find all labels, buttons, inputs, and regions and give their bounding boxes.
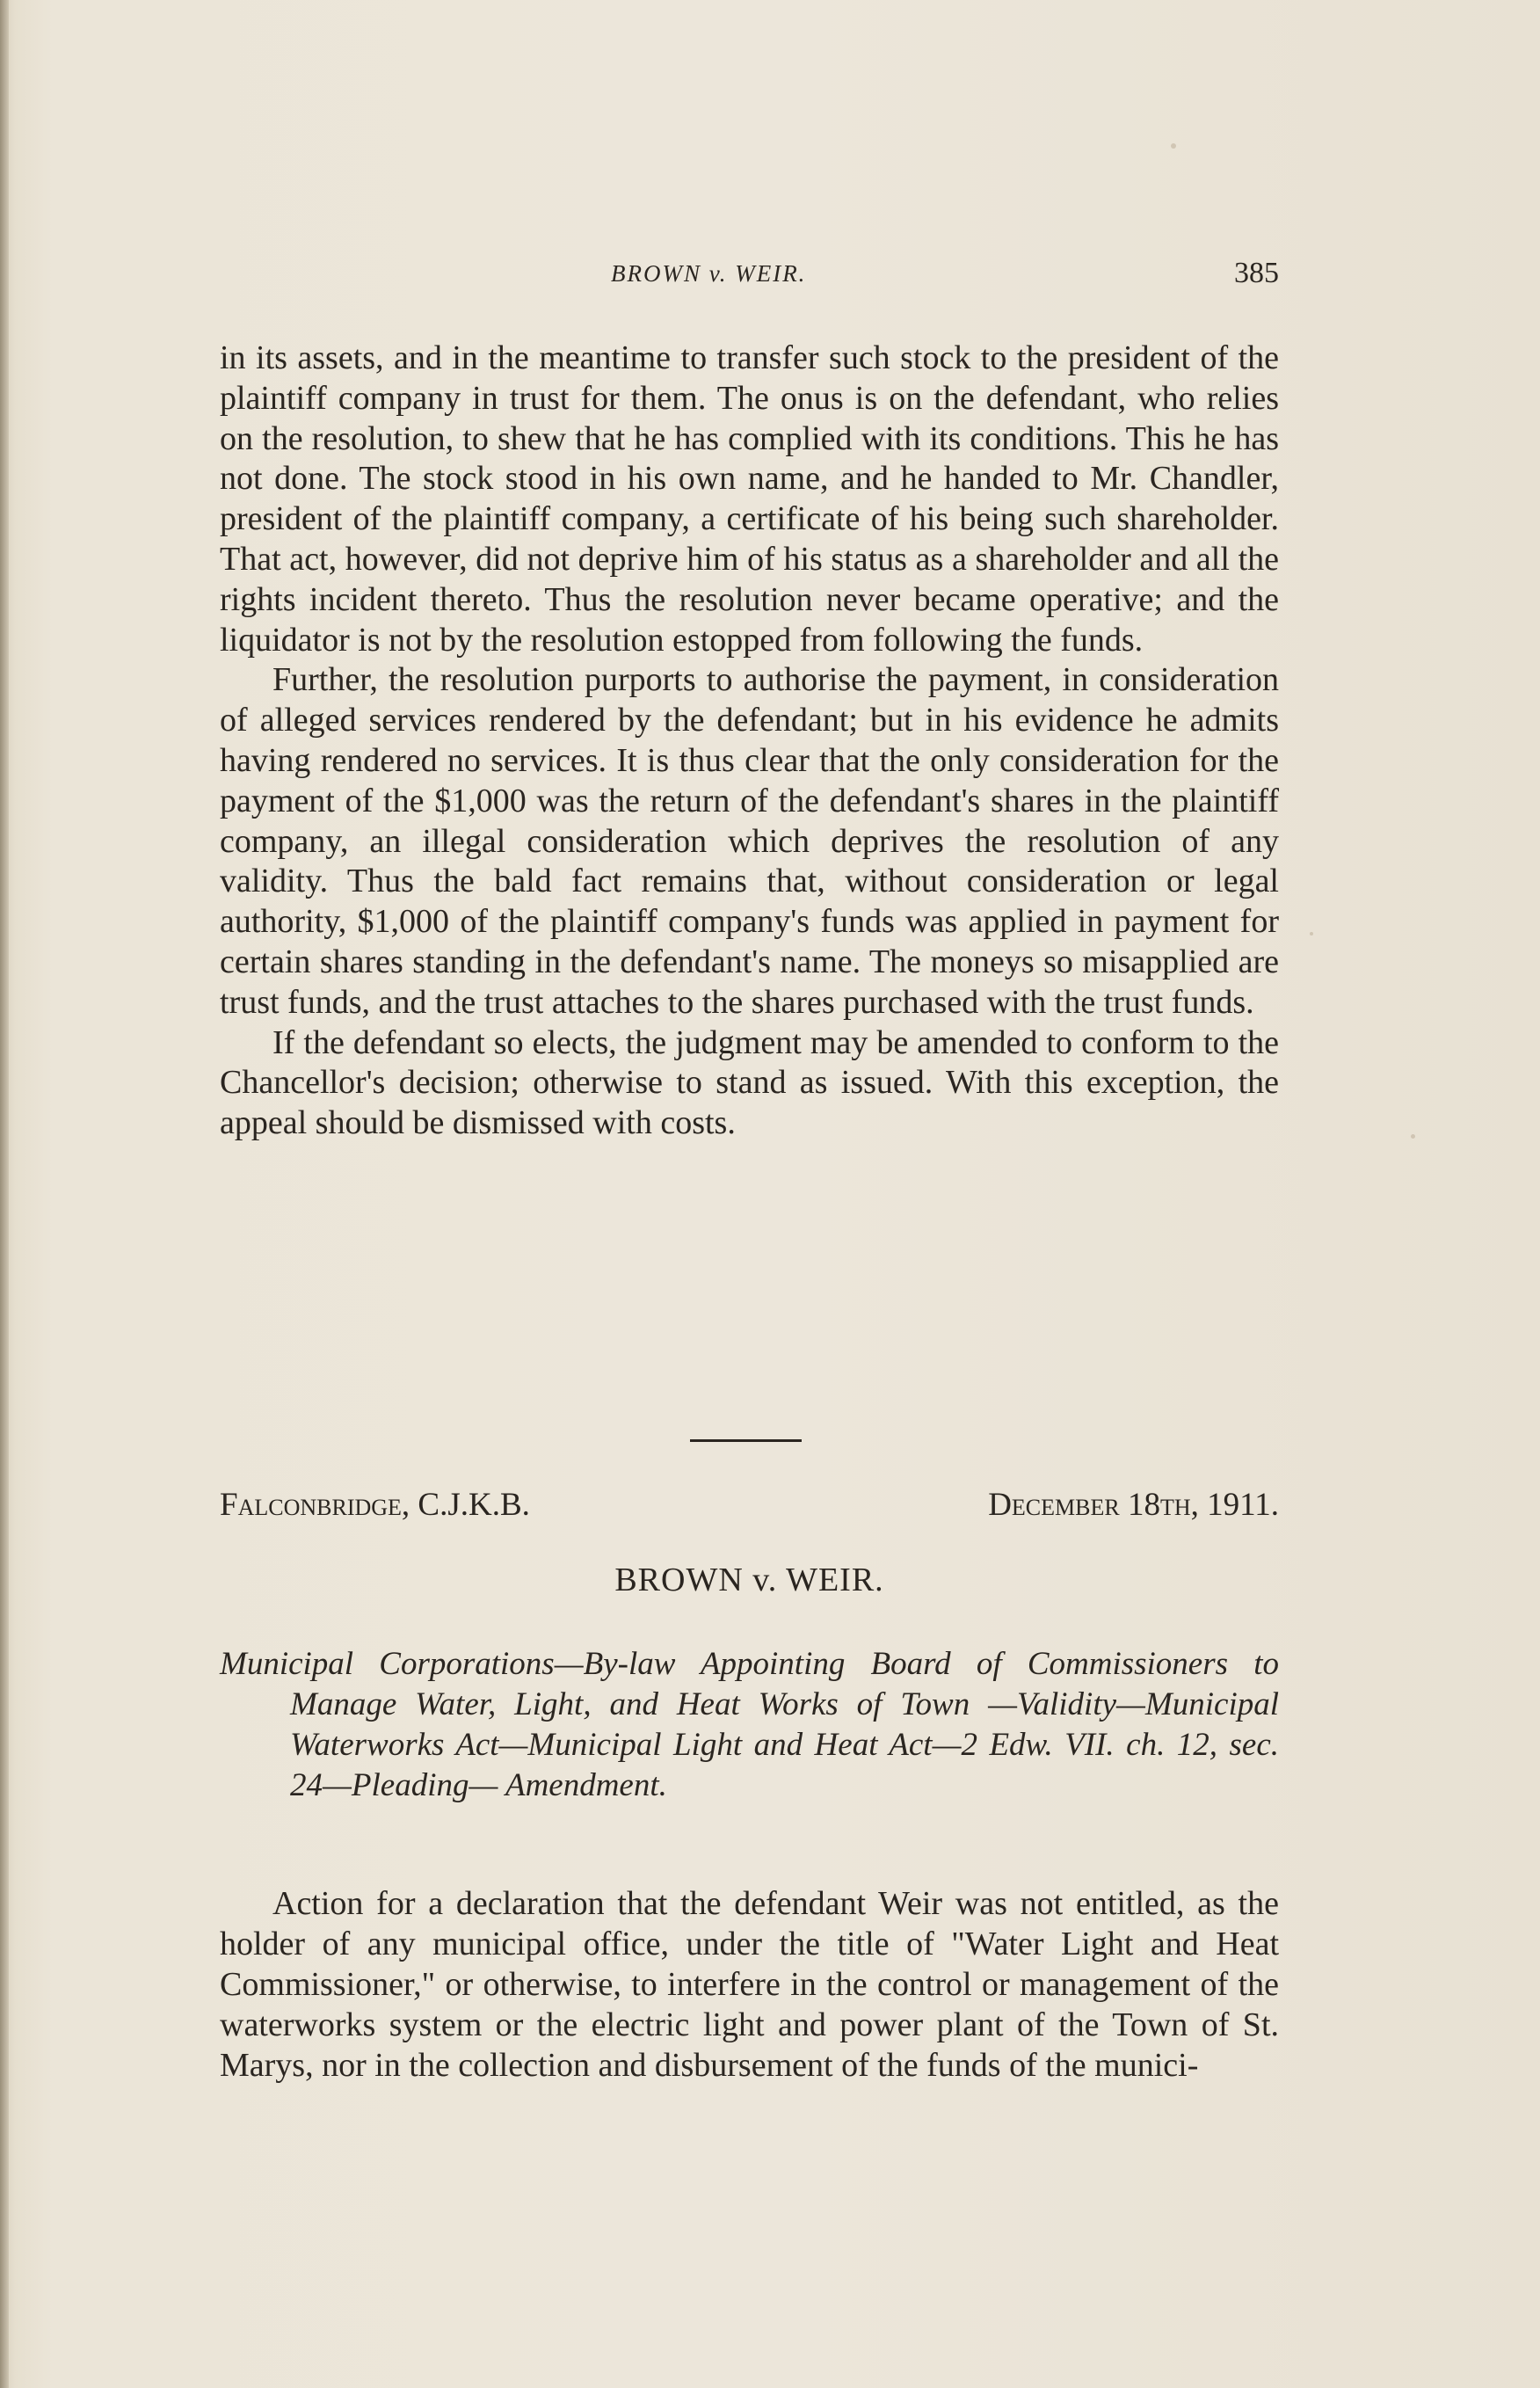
running-head bbox=[220, 257, 1279, 301]
decision-date: December 18th, 1911. bbox=[988, 1487, 1279, 1523]
page-number: 385 bbox=[1234, 257, 1279, 289]
case-statement: Action for a declaration that the defendant Weir was not entitled, as the holder of any municipal office, under the title of "Water Light and Heat Commissioner," or otherwise, to interfere in the control or management of the waterworks system or the electric light and power plant of the Town of St. Marys, nor in the collection and disbursement of the funds of the munici- bbox=[220, 1885, 1279, 2084]
running-head-title: BROWN v. WEIR. bbox=[611, 260, 807, 287]
paragraph: Further, the resolution purports to authorise the payment, in consideration of alleged services rendered by the defendant; but in his evidence he admits having rendered no services. It is thus clear that the only consideration for the payment of the $1,000 was the return of the defendant's shares in the plaintiff company, an illegal consideration which deprives the resolution of any validity. Thus the bald fact remains that, without consideration or legal authority, $1,000 of the plaintiff company's funds was applied in payment for certain shares standing in the defendant's name. The moneys so misapplied are trust funds, and the trust attaches to the shares purchased with the trust funds. bbox=[220, 661, 1279, 1021]
judge-name: Falconbridge, C.J.K.B. bbox=[220, 1487, 530, 1523]
paper-spot bbox=[1310, 932, 1313, 936]
case-byline bbox=[220, 1486, 1279, 1530]
paper-spot bbox=[1411, 1134, 1415, 1139]
paragraph: in its assets, and in the meantime to transfer such stock to the president of the plaintiff company in trust for them. The onus is on the defendant, who relies on the resolution, to shew that he has complied with its conditions. This he has not done. The stock stood in his own name, and he handed to Mr. Chandler, president of the plaintiff company, a certificate of his being such shareholder. That act, however, did not deprive him of his status as a shareholder and all the rights incident thereto. Thus the resolution never became operative; and the liquidator is not by the resolution estopped from following the funds. bbox=[220, 339, 1279, 659]
section-divider bbox=[690, 1439, 802, 1442]
case-headnote: Municipal Corporations—By-law Appointing Board of Commissioners to Manage Water, Light, and Heat Works of Town —Validity—Municipal Waterworks Act—Municipal Light and Heat Act—2 Edw. VII. ch. 12, sec. 24—Pleading— Amendment. bbox=[220, 1646, 1279, 1803]
paper-spot bbox=[1171, 143, 1176, 149]
continuation-text bbox=[220, 339, 1279, 1144]
paragraph: If the defendant so elects, the judgment may be amended to conform to the Chancellor's decision; otherwise to stand as issued. With this exception, the appeal should be dismissed with costs. bbox=[220, 1023, 1279, 1142]
case-title: BROWN v. WEIR. bbox=[614, 1562, 884, 1598]
book-spine-shadow bbox=[0, 0, 9, 2388]
